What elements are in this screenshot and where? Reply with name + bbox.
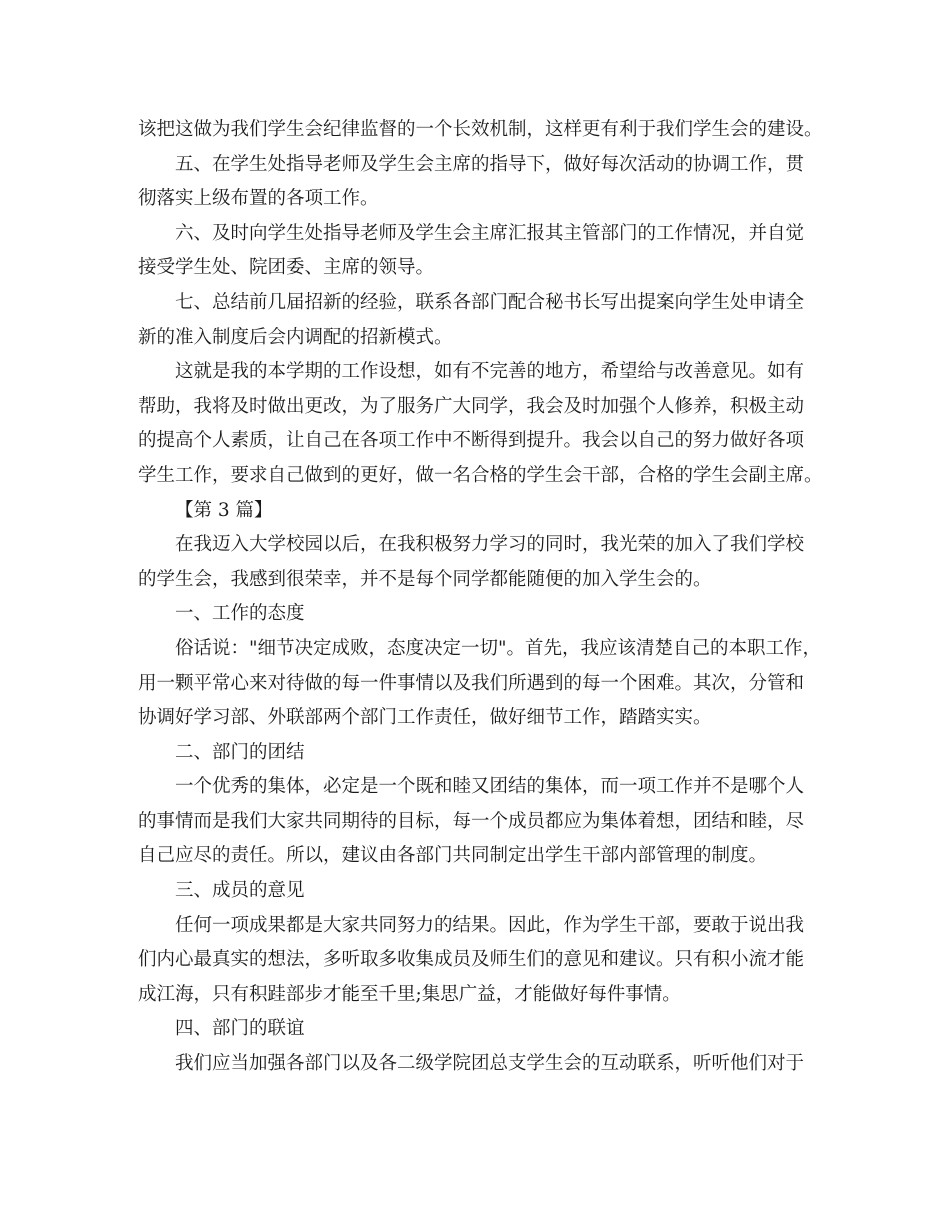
text-line: 一个优秀的集体，必定是一个既和睦又团结的集体，而一项工作并不是哪个人 [175, 776, 805, 798]
text-line: 在我迈入大学校园以后，在我积极努力学习的同时，我光荣的加入了我们学校 [175, 534, 805, 556]
text-line: 新的准入制度后会内调配的招新模式。 [138, 326, 453, 348]
text-line: 接受学生处、院团委、主席的领导。 [138, 257, 435, 279]
subsection-heading: 四、部门的联谊 [175, 1018, 305, 1040]
text-line: 任何一项成果都是大家共同努力的结果。因此，作为学生干部，要敢于说出我 [175, 914, 805, 936]
text-line: 协调好学习部、外联部两个部门工作责任，做好细节工作，踏踏实实。 [138, 707, 712, 729]
text-line: 的学生会，我感到很荣幸，并不是每个同学都能随便的加入学生会的。 [138, 568, 712, 590]
subsection-heading: 一、工作的态度 [175, 603, 305, 625]
text-line: 五、在学生处指导老师及学生会主席的指导下，做好每次活动的协调工作，贯 [175, 153, 805, 175]
text-line: 帮助，我将及时做出更改，为了服务广大同学，我会及时加强个人修养，积极主动 [138, 395, 805, 417]
text-line: 我们应当加强各部门以及各二级学院团总支学生会的互动联系，听听他们对于 [175, 1053, 805, 1075]
text-line: 彻落实上级布置的各项工作。 [138, 188, 379, 210]
text-line: 七、总结前几届招新的经验，联系各部门配合秘书长写出提案向学生处申请全 [175, 291, 805, 313]
text-line: 自己应尽的责任。所以，建议由各部门共同制定出学生干部内部管理的制度。 [138, 845, 768, 867]
subsection-heading: 三、成员的意见 [175, 880, 305, 902]
text-line: 用一颗平常心来对待做的每一件事情以及我们所遇到的每一个困难。其次，分管和 [138, 672, 805, 694]
text-line: 俗话说："细节决定成败，态度决定一切"。首先，我应该清楚自己的本职工作， [175, 637, 822, 659]
section-heading: 【第 3 篇】 [175, 499, 273, 521]
text-line: 的提高个人素质，让自己在各项工作中不断得到提升。我会以自己的努力做好各项 [138, 430, 805, 452]
text-line: 学生工作，要求自己做到的更好，做一名合格的学生会干部，合格的学生会副主席。 [138, 464, 823, 486]
document-body [138, 113, 828, 1082]
text-line: 成江海，只有积跬部步才能至千里;集思广益，才能做好每件事情。 [138, 983, 681, 1005]
subsection-heading: 二、部门的团结 [175, 741, 305, 763]
text-line: 的事情而是我们大家共同期待的目标，每一个成员都应为集体着想，团结和睦，尽 [138, 810, 805, 832]
text-line: 该把这做为我们学生会纪律监督的一个长效机制，这样更有利于我们学生会的建设。 [138, 119, 823, 140]
text-line: 六、及时向学生处指导老师及学生会主席汇报其主管部门的工作情况，并自觉 [175, 222, 805, 244]
text-line: 这就是我的本学期的工作设想，如有不完善的地方，希望给与改善意见。如有 [175, 361, 805, 383]
text-line: 们内心最真实的想法，多听取多收集成员及师生们的意见和建议。只有积小流才能 [138, 949, 805, 971]
